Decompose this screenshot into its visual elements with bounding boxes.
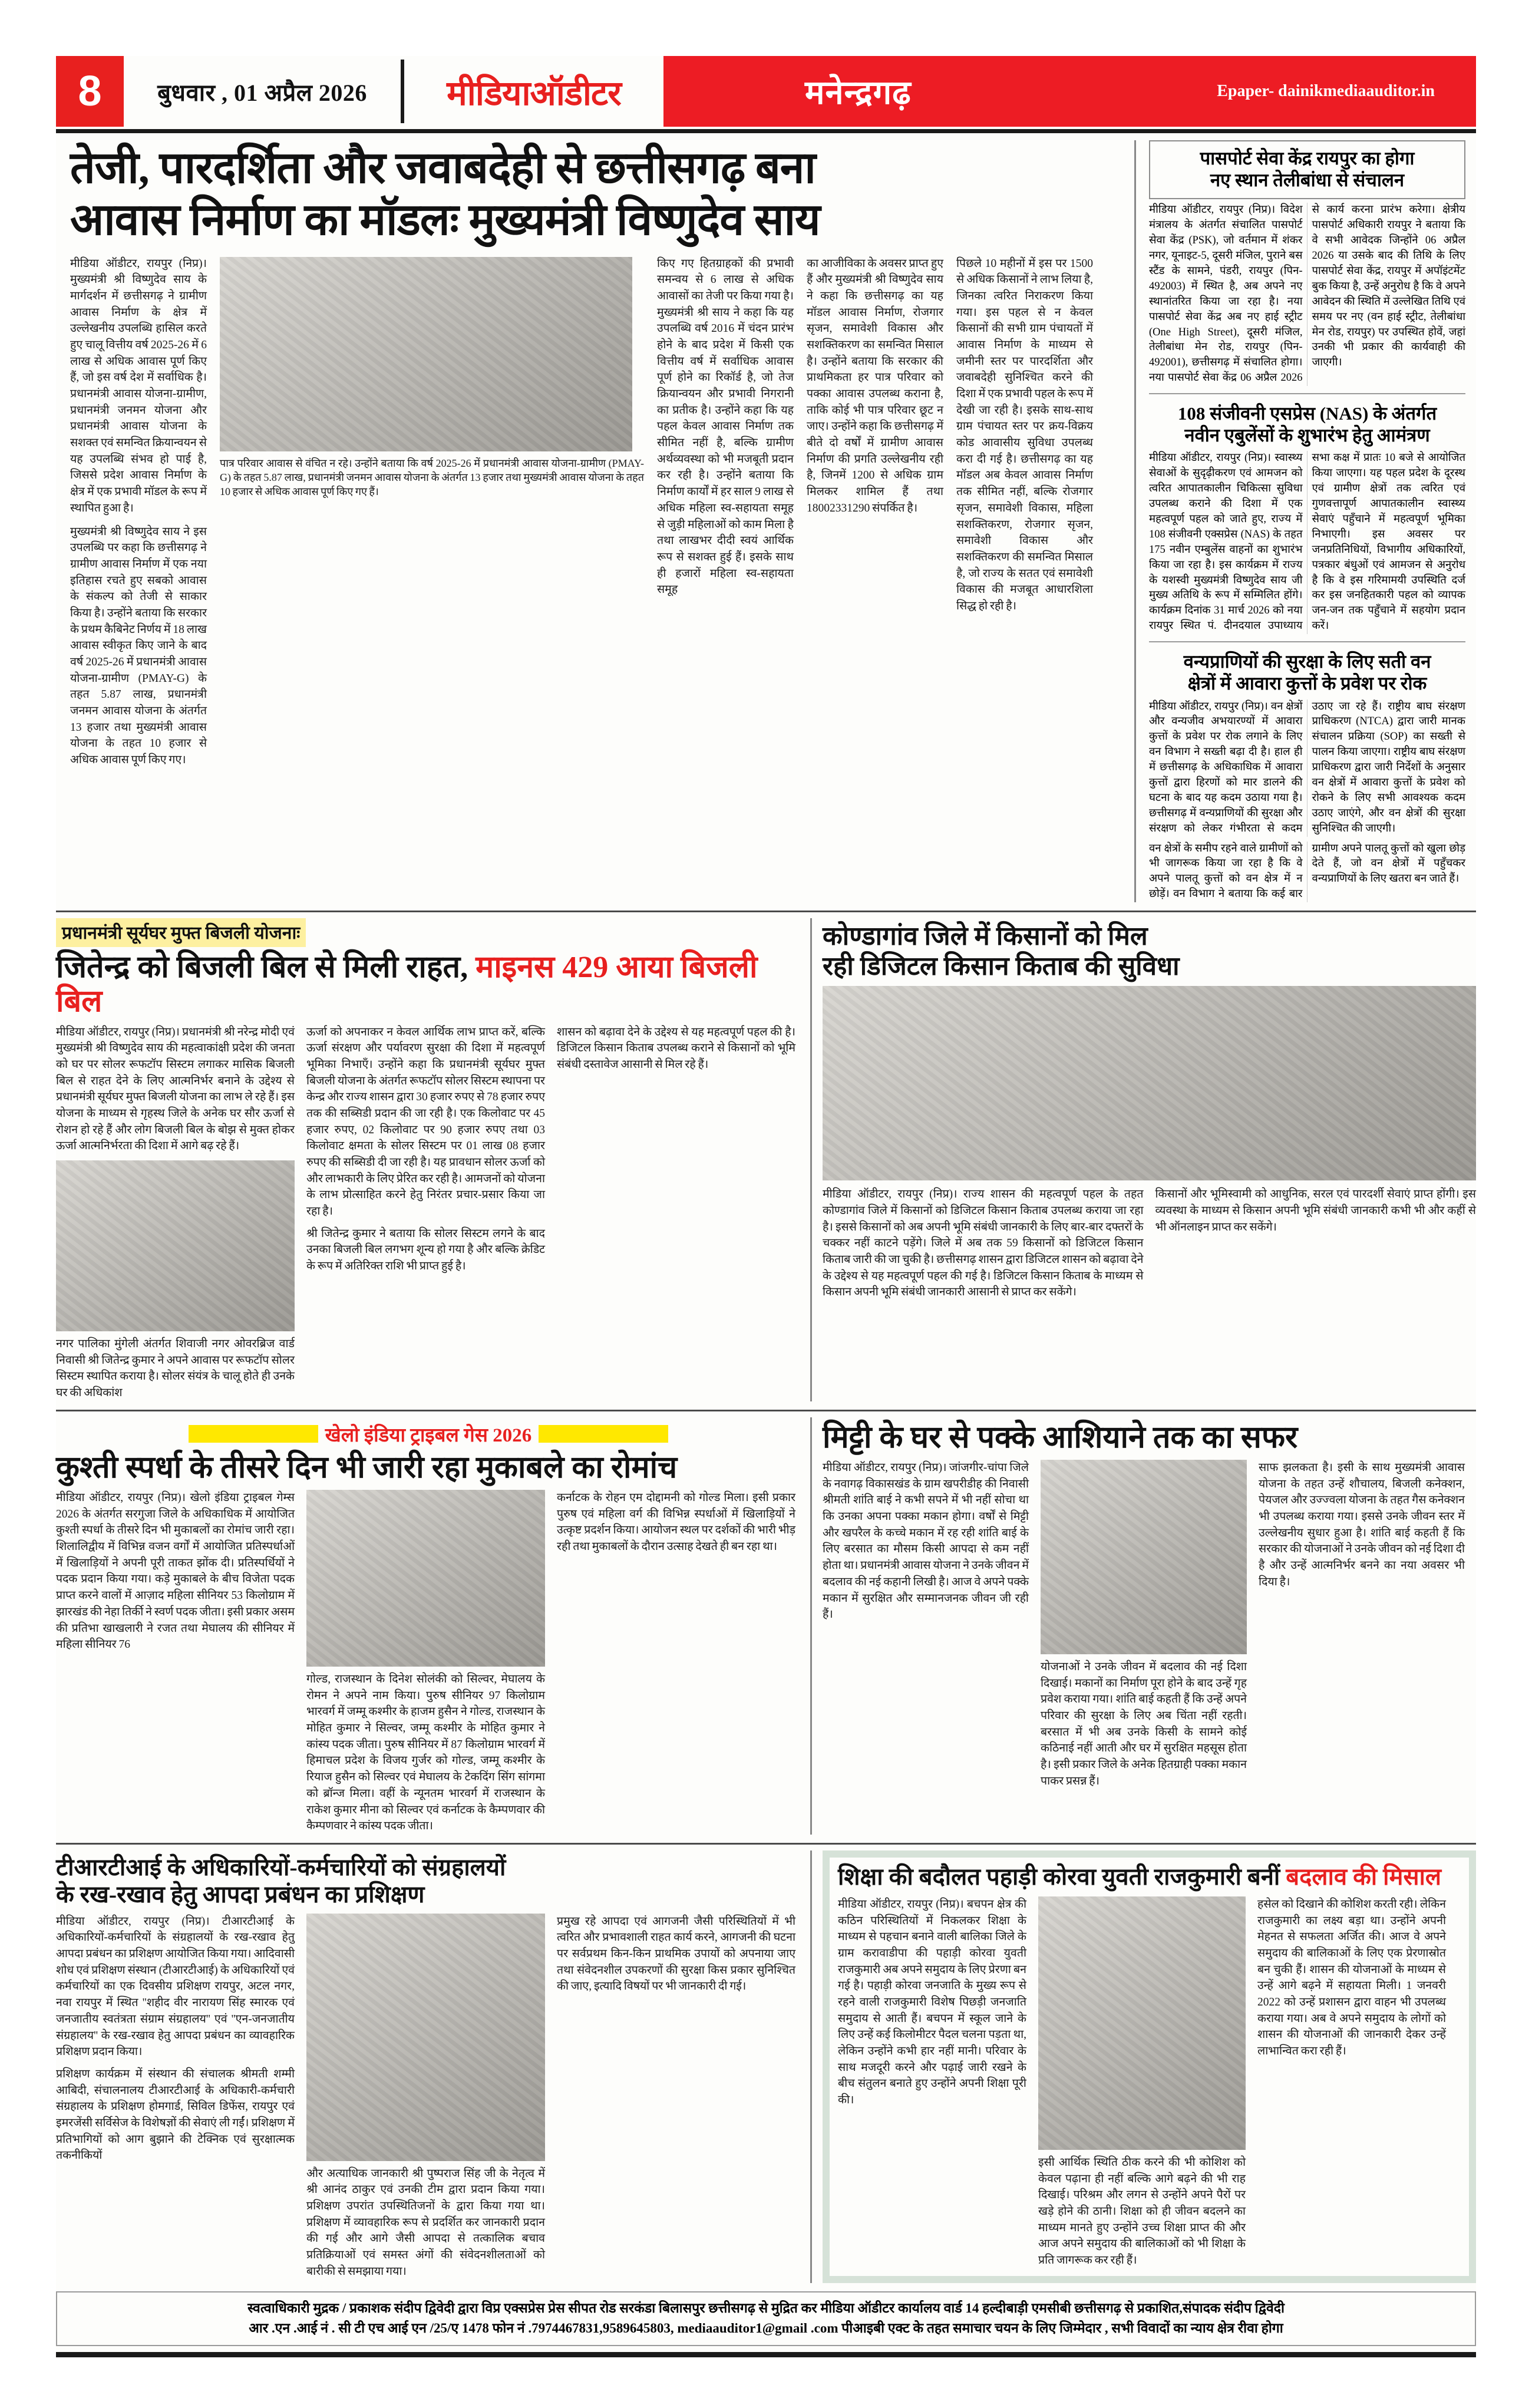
solar-col2b-text: श्री जितेन्द्र कुमार ने बताया कि सोलर सिस्टम लगने के बाद उनका बिजली बिल लगभग शून्य हो गया है और बल्कि क्रेडिट के रूप में अतिरिक्त राशि भी प्राप्त हुई है। bbox=[306, 1227, 545, 1273]
mitti-photo bbox=[1041, 1460, 1247, 1654]
lead-column-4 bbox=[807, 256, 943, 768]
solar-col1b-text: नगर पालिका मुंगेली अंतर्गत शिवाजी नगर ओवरब्रिज वार्ड निवासी श्री जितेन्द्र कुमार ने अपने आवास पर रूफटॉप सोलर सिस्टम स्थापित कराया है। सोलर संयंत्र के चालू होते ही उनके घर की अधिकांश bbox=[56, 1338, 295, 1400]
rail-ambulance-title bbox=[1149, 403, 1465, 446]
korwa-photo bbox=[1038, 1896, 1246, 2150]
solar-columns bbox=[56, 1024, 801, 1401]
wrestling-columns bbox=[56, 1490, 801, 1835]
rail-wildlife-body: मीडिया ऑडीटर, रायपुर (निप्र)। वन क्षेत्रों और वन्यजीव अभयारण्यों में आवारा कुत्तों के प्रवेश पर रोक लगाने के लिए वन विभाग ने सख्ती बढ़ा दी है। हाल ही में छत्तीसगढ़ के अधिकाधिक में आवारा कुत्तों द्वारा हिरणों को मार डालने की घटना के बाद यह कदम उठाया गया है। छत्तीसगढ़ में वन्यप्राणियों की सुरक्षा और संरक्षण को लेकर गंभीरता से कदम उठाए जा रहे हैं। राष्ट्रीय बाघ संरक्षण प्राधिकरण (NTCA) द्वारा जारी मानक संचालन प्रक्रिया (SOP) का सख्ती से पालन किया जाएगा। राष्ट्रीय बाघ संरक्षण प्राधिकरण द्वारा जारी निर्देशों के अनुसार वन क्षेत्रों में आवारा कुत्तों के प्रवेश को रोकने के लिए सभी आवश्यक कदम उठाए जाएंगे, और वन क्षेत्रों की सुरक्षा सुनिश्चित की जाएगी। bbox=[1149, 700, 1465, 834]
right-rail bbox=[1134, 140, 1476, 902]
solar-headline bbox=[56, 951, 801, 1019]
kondagaon-headline-line2: रही डिजिटल किसान किताब की सुविधा bbox=[823, 951, 1180, 981]
lead-photo bbox=[220, 257, 632, 451]
lead-columns bbox=[70, 256, 1122, 768]
brand-logo: मीडियाऑडीटर bbox=[447, 74, 621, 113]
korwa-columns bbox=[838, 1896, 1461, 2269]
rail-passport-title-line2: नए स्थान तेलीबांधा से संचालन bbox=[1210, 170, 1405, 191]
trti-story bbox=[56, 1850, 810, 2283]
lead-story bbox=[56, 140, 1134, 902]
wrestling-col3-text: कर्नाटक के रोहन एम दोद्दामनी को गोल्ड मिला। इसी प्रकार पुरुष एवं महिला वर्ग की विभिन्न स्पर्धाओं में खिलाड़ियों ने उत्कृष्ट प्रदर्शन किया। आयोजन स्थल पर दर्शकों की भारी भीड़ रही तथा मुकाबलों के दौरान उत्साह देखते ही बन रहा था। bbox=[557, 1492, 795, 1553]
footer-line-1: स्वत्वाधिकारी मुद्रक / प्रकाशक संदीप द्विवेदी द्वारा विप्र एक्सप्रेस प्रेस सीपत रोड सरकंडा बिलासपुर छत्तीसगढ़ से मुद्रित कर मीडिया ऑडीटर कार्यालय वार्ड 14 हल्दीबाड़ी एमसीबी छत्तीसगढ़ से प्रकाशित,संपादक संदीप द्विवेदी bbox=[247, 2300, 1285, 2315]
solar-kicker: प्रधानमंत्री सूर्यघर मुफ्त बिजली योजनाः bbox=[56, 918, 306, 947]
kondagaon-columns bbox=[823, 1186, 1476, 1301]
trti-col3-text: प्रमुख रहे आपदा एवं आगजनी जैसी परिस्थितियों में भी त्वरित और प्रभावशाली राहत कार्य करने, आगजनी की घटना पर सर्वप्रथम किन-किन प्राथमिक उपायों को अपनाया जाए तथा संवेदनशील उपकरणों की सुरक्षा किस प्रकार सुनिश्चित की जाए, इत्यादि विषयों पर भी जानकारी दी गई। bbox=[557, 1915, 795, 1993]
rail-passport-body: मीडिया ऑडीटर, रायपुर (निप्र)। विदेश मंत्रालय के अंतर्गत संचालित पासपोर्ट सेवा केंद्र (PSK), जो वर्तमान में शंकर नगर, यूनाइट-5, दूसरी मंजिल, पुराने बस स्टैंड के सामने, पंडरी, रायपुर (पिन- 492003) में स्थित है, अब अपने नए स्थानांतरित किया जा रहा है। नया पासपोर्ट सेवा केंद्र अब नए हाई स्ट्रीट (One High Street), दूसरी मंजिल, तेलीबांधा मेन रोड, रायपुर (पिन- 492001), छत्तीसगढ़ में संचालित होगा। नया पासपोर्ट सेवा केंद्र 06 अप्रैल 2026 से कार्य करना प्रारंभ करेगा। क्षेत्रीय पासपोर्ट अधिकारी रायपुर ने बताया कि वे सभी आवेदक जिन्होंने 06 अप्रैल 2026 या उसके बाद की तिथि के लिए पासपोर्ट सेवा केंद्र, रायपुर में अपॉइंटमेंट बुक किया है, उन्हें अनुरोध है कि वे अपने आवेदन की स्थिति में उल्लेखित तिथि एवं समय पर नए (वन हाई स्ट्रीट, तेलीबांधा मेन रोड, रायपुर) पर उपस्थित होवें, जहां उनकी भी प्रकार की कार्यवाही की जाएगी। bbox=[1149, 204, 1465, 384]
mitti-headline: मिट्टी के घर से पक्के आशियाने तक का सफर bbox=[823, 1420, 1298, 1454]
page-sheet bbox=[56, 56, 1476, 2354]
kondagaon-headline-line1: कोण्डागांव जिले में किसानों को मिल bbox=[823, 922, 1148, 951]
lead-col5-text: पिछले 10 महीनों में इस पर 1500 से अधिक किसानों ने लाभ लिया है, जिनका त्वरित निराकरण किया गया। इस पहल से न केवल किसानों की सभी ग्राम पंचायतों में आवास निर्माण के माध्यम से जमीनी स्तर पर पारदर्शिता और जवाबदेही सुनिश्चित करने की दिशा में एक प्रभावी पहल के रूप में देखी जा रही है। इसके साथ-साथ ग्राम पंचायत स्तर पर क्रय-विक्रय कोड आवासीय सुविधा उपलब्ध करा दी गई है। छत्तीसगढ़ का यह मॉडल अब केवल आवास निर्माण तक सीमित नहीं, बल्कि रोजगार सृजन, समावेशी विकास, महिला सशक्तिकरण, रोजगार सृजन, समावेशी विकास और सशक्तिकरण की समन्वित मिसाल है, जो राज्य के सतत एवं समावेशी विकास की मजबूत आधारशिला सिद्ध हो रही है। bbox=[956, 257, 1093, 612]
lead-headline bbox=[70, 140, 1122, 252]
trti-col2-text: और अत्याधिक जानकारी श्री पुष्पराज सिंह जी के नेतृत्व में श्री आनंद ठाकुर एवं उनकी टीम द्वारा प्रदान किया गया। प्रशिक्षण उपरांत उपस्थितिजनों के द्वारा किया गया था। प्रशिक्षण में व्यावहारिक रूप से प्रदर्शित कर जानकारी प्रदान की गई और आगे जैसी आपदा से तत्कालिक बचाव प्रतिक्रियाओं एवं समस्त अंगों की संवेदनशीलताओं को बारीकी से समझाया गया। bbox=[306, 2167, 545, 2278]
solar-column-2 bbox=[306, 1024, 545, 1401]
lead-photo-caption: पात्र परिवार आवास से वंचित न रहे। उन्होंने बताया कि वर्ष 2025-26 में प्रधानमंत्री आवास योजना-ग्रामीण (PMAY-G) के तहत 5.87 लाख, प्रधानमंत्री जनमन आवास योजना के अंतर्गत 13 हजार तथा मुख्यमंत्री आवास योजना के तहत 10 हजार से अधिक आवास पूर्ण किए गए हैं। bbox=[220, 457, 644, 498]
rail-divider-1 bbox=[1149, 393, 1465, 394]
footer-line-2: आर .एन .आई नं . सी टी एच आई एन /25/ए 1478 फोन नं .7974467831,9589645803, mediaauditor1@gmail .com पीआइबी एक्ट के तहत समाचार चयन के लिए जिम्मेदार , सभी विवादों का न्याय क्षेत्र रीवा होगा bbox=[249, 2321, 1283, 2336]
section-rule-2 bbox=[56, 1410, 1476, 1411]
mitti-col1-text: मीडिया ऑडीटर, रायपुर (निप्र)। जांजगीर-चांपा जिले के नवागढ़ विकासखंड के ग्राम खपरीडीह की निवासी श्रीमती शांति बाई ने कभी सपने में भी नहीं सोचा था कि उनका अपना पक्का मकान होगा। वर्षों से मिट्टी और खपरैल के कच्चे मकान में रह रही शांति बाई के लिए बरसात का मौसम किसी आपदा से कम नहीं होता था। प्रधानमंत्री आवास योजना ने उनके जीवन में बदलाव की नई कहानी लिखी है। आज वे अपने पक्के मकान में सुरक्षित और सम्मानजनक जीवन जी रही हैं। bbox=[823, 1462, 1029, 1621]
rail-wildlife-title-line2: क्षेत्रों में आवारा कुत्तों के प्रवेश पर रोक bbox=[1187, 673, 1427, 694]
korwa-column-2 bbox=[1038, 1896, 1246, 2269]
wrestling-column-1 bbox=[56, 1490, 295, 1835]
solar-col1-text: मीडिया ऑडीटर, रायपुर (निप्र)। प्रधानमंत्री श्री नरेन्द्र मोदी एवं मुख्यमंत्री श्री विष्णुदेव साय की महत्वाकांक्षी प्रदेश की जनता को घर पर सोलर रूफटॉप सिस्टम लगाकर मासिक बिजली बिल से राहत देने के लिए आत्मनिर्भर बनाने के उद्देश्य से प्रधानमंत्री सूर्यघर मुफ्त बिजली योजना का लाभ ले रहे हैं। इस योजना के माध्यम से गृहस्थ जिले के अनेक घर सौर ऊर्जा से रोशन हो रहे हैं और लोग बिजली बिल के बोझ से मुक्त होकर ऊर्जा आत्मनिर्भरता की दिशा में आगे बढ़ रहे हैं। bbox=[56, 1025, 295, 1153]
lead-column-photo bbox=[220, 256, 644, 768]
rail-divider-2 bbox=[1149, 641, 1465, 642]
solar-headline-red: माइनस 429 आया बिजली बिल bbox=[56, 951, 758, 1019]
mitti-column-1 bbox=[823, 1460, 1029, 1790]
wrestling-column-2 bbox=[306, 1490, 545, 1835]
wrestling-headline: कुश्ती स्पर्धा के तीसरे दिन भी जारी रहा मुकाबले का रोमांच bbox=[56, 1450, 678, 1485]
kondagaon-col2-text: किसानों और भूमिस्वामी को आधुनिक, सरल एवं पारदर्शी सेवाएं प्राप्त होंगी। इस व्यवस्था के माध्यम से किसान अपनी भूमि संबंधी जानकारी कभी भी और कहीं से भी ऑनलाइन प्राप्त कर सकेंगे। bbox=[1155, 1188, 1476, 1233]
rail-passport-title-line1: पासपोर्ट सेवा केंद्र रायपुर का होगा bbox=[1200, 148, 1415, 169]
kondagaon-story bbox=[810, 918, 1476, 1401]
wrestling-photo bbox=[306, 1490, 545, 1667]
wrestling-column-3 bbox=[557, 1490, 795, 1835]
korwa-column-1 bbox=[838, 1896, 1026, 2269]
lead-column-5 bbox=[956, 256, 1093, 768]
korwa-headline-black: शिक्षा की बदौलत पहाड़ी कोरवा युवती राजकुमारी बनीं bbox=[838, 1863, 1280, 1890]
kondagaon-photo bbox=[823, 986, 1476, 1180]
solar-column-3 bbox=[557, 1024, 795, 1401]
masthead bbox=[56, 56, 1476, 127]
rail-story-passport bbox=[1149, 140, 1465, 199]
solar-photo bbox=[56, 1160, 295, 1331]
wrestling-story bbox=[56, 1417, 810, 1835]
edition-city: मनेन्द्रगढ़ bbox=[805, 75, 912, 111]
wrestling-col2-text: गोल्ड, राजस्थान के दिनेश सोलंकी को सिल्वर, मेघालय के रोमन ने अपने नाम किया। पुरुष सीनियर 97 किलोग्राम भारवर्ग में जम्मू कश्मीर के हाजम हुसैन ने गोल्ड, राजस्थान के मोहित कुमार ने सिल्वर, जम्मू कश्मीर के मोहित कुमार ने कांस्य पदक जीता। पुरुष सीनियर में 87 किलोग्राम भारवर्ग में हिमाचल प्रदेश के विजय गुर्जर को गोल्ड, जम्मू कश्मीर के रियाज हुसैन को सिल्वर एवं मेघालय के टेकदिंग सिंग सांगमा को ब्रॉन्ज मिला। वहीं के न्यूनतम भारवर्ग में राजस्थान के राकेश कुमार मीना को सिल्वर एवं कर्नाटक के कैम्पणवार की कैम्पणवार ने कांस्य पदक जीता। bbox=[306, 1673, 545, 1833]
lead-column-1 bbox=[70, 256, 207, 768]
korwa-story bbox=[810, 1850, 1476, 2283]
trti-col1-text: मीडिया ऑडीटर, रायपुर (निप्र)। टीआरटीआई के अधिकारियों-कर्मचारियों के संग्रहालयों के रख-रखाव हेतु आपदा प्रबंधन का प्रशिक्षण आयोजित किया गया। आदिवासी शोध एवं प्रशिक्षण संस्थान (टीआरटीआई) के अधिकारियों एवं कर्मचारियों का एक दिवसीय प्रशिक्षण रायपुर, अटल नगर, नवा रायपुर में स्थित ''शहीद वीर नारायण सिंह स्मारक एवं जनजातीय स्वतंत्रता संग्राम संग्रहालय'' एवं ''एन-जनजातीय संग्रहालय'' के रख-रखाव हेतु आपदा प्रबंधन का व्यावहारिक प्रशिक्षण प्रदान किया। bbox=[56, 1915, 295, 2059]
rail-wildlife-title-line1: वन्यप्राणियों की सुरक्षा के लिए सती वन bbox=[1183, 651, 1431, 672]
solar-col2-text: ऊर्जा को अपनाकर न केवल आर्थिक लाभ प्राप्त करें, बल्कि ऊर्जा संरक्षण और पर्यावरण सुरक्षा की दिशा में महत्वपूर्ण भूमिका निभाएँ। उन्होंने कहा कि प्रधानमंत्री सूर्यघर मुफ्त बिजली योजना के अंतर्गत रूफटॉप सोलर सिस्टम स्थापना पर केन्द्र और राज्य शासन द्वारा 30 हजार रुपए से 78 हजार रुपए तक की सब्सिडी प्रदान की जा रही है। एक किलोवाट पर 45 हजार रुपए, 02 किलोवाट पर 90 हजार रुपए तथा 03 किलोवाट क्षमता के सोलर सिस्टम पर 01 लाख 08 हजार रुपए की सब्सिडी दी जा रही है। यह प्रावधान सोलर ऊर्जा को और लाभकारी के लिए प्रेरित कर रही है। आमजनों को योजना के लाभ प्रोत्साहित करने हेतु निरंतर प्रचार-प्रसार किया जा रहा है। bbox=[306, 1025, 545, 1218]
page-footer bbox=[56, 2291, 1476, 2346]
trti-headline-line1: टीआरटीआई के अधिकारियों-कर्मचारियों को संग्रहालयों bbox=[56, 1853, 506, 1881]
lead-col3-text: किए गए हितग्राहकों की प्रभावी समन्वय से 6 लाख से अधिक आवासों का तेजी पर किया गया है। मुख्यमंत्री श्री साय ने कहा कि यह उपलब्धि वर्ष 2016 में चंदन प्रारंभ होने के बाद प्रदेश में किसी एक वित्तीय वर्ष में सर्वाधिक आवास पूर्ण होने का रिकॉर्ड है, जो तेज क्रियान्वयन और प्रभावी निगरानी का प्रतीक है। उन्होंने कहा कि यह पहल केवल आवास निर्माण तक सीमित नहीं है, बल्कि ग्रामीण अर्थव्यवस्था को भी मजबूती प्रदान कर रही है। उन्होंने बताया कि निर्माण कार्यों में हर साल 9 लाख से अधिक महिला स्व-सहायता समूह से जुड़ी महिलाओं को काम मिला है तथा लाखभर दीदी स्वयं आर्थिक रूप से सशक्त हुई हैं। इसके साथ ही हजारों महिला स्व-सहायता समूह bbox=[657, 257, 794, 596]
kicker-bar-right bbox=[539, 1425, 668, 1443]
kondagaon-col1-text: मीडिया ऑडीटर, रायपुर (निप्र)। राज्य शासन की महत्वपूर्ण पहल के तहत कोण्डागांव जिले में किसानों को डिजिटल किसान किताब उपलब्ध कराया जा रहा है। इससे किसानों को अब अपनी भूमि संबंधी जानकारी के लिए बार-बार दफ्तरों के चक्कर नहीं काटने पड़ेंगे। जिले में अब तक 59 किसानों को डिजिटल किसान किताब जारी की जा चुकी है। छत्तीसगढ़ शासन द्वारा डिजिटल शासन को बढ़ावा देने के उद्देश्य से यह महत्वपूर्ण पहल की गई है। डिजिटल किसान किताब के माध्यम से किसान अपनी भूमि संबंधी जानकारी आसानी से प्राप्त कर सकेंगे। bbox=[823, 1188, 1144, 1299]
rail-ambulance-title-line1: 108 संजीवनी एसप्रेस (NAS) के अंतर्गत bbox=[1177, 403, 1437, 424]
korwa-col1-text: मीडिया ऑडीटर, रायपुर (निप्र)। बचपन क्षेत्र की कठिन परिस्थितियों में निकलकर शिक्षा के माध्यम से पहचान बनाने वाली बालिका जिले के ग्राम करावाडीपा की पहाड़ी कोरवा युवती राजकुमारी अब अपने समुदाय के लिए प्रेरणा बन गई है। पहाड़ी कोरवा जनजाति के मुख्य रूप से रहने वाली राजकुमारी विशेष पिछड़ी जनजाति समुदाय से आती हैं। बचपन में स्कूल जाने के लिए उन्हें कई किलोमीटर पैदल चलना पड़ता था, लेकिन उन्होंने कभी हार नहीं मानी। परिवार के साथ मजदूरी करने और पढ़ाई जारी रखने के बीच संतुलन बनाते हुए उन्होंने अपनी शिक्षा पूरी की। bbox=[838, 1898, 1026, 2107]
masthead-rule bbox=[56, 129, 1476, 133]
trti-col1b-text: प्रशिक्षण कार्यक्रम में संस्थान की संचालक श्रीमती शम्मी आबिदी, संचालनालय टीआरटीआई के अधिकारी-कर्मचारी संग्रहालय के प्रशिक्षण होमगार्ड, सिविल डिफेंस, रायपुर एवं इमरजेंसी सर्विसेज के विशेषज्ञों की सेवाएं ली गईं। प्रशिक्षण में प्रतिभागियों को आग बुझाने की टेक्निक एवं सुरक्षात्मक तकनीकियों bbox=[56, 2067, 295, 2162]
trti-photo bbox=[306, 1914, 545, 2161]
solar-kicker-wrap bbox=[56, 918, 801, 947]
lead-col1-text: मीडिया ऑडीटर, रायपुर (निप्र)। मुख्यमंत्री श्री विष्णुदेव साय के मार्गदर्शन में छत्तीसगढ़ ने ग्रामीण आवास निर्माण के क्षेत्र में उल्लेखनीय उपलब्धि हासिल करते हुए चालू वित्तीय वर्ष 2025-26 में 6 लाख से अधिक आवास पूर्ण किए हैं, जो इस वर्ष देश में सर्वाधिक है। प्रधानमंत्री आवास योजना-ग्रामीण, प्रधानमंत्री जनमन योजना और प्रधानमंत्री आवास योजना के सशक्त एवं समन्वित क्रियान्वयन से यह उपलब्धि संभव हो पाई है, जिससे प्रदेश आवास निर्माण के क्षेत्र में एक प्रभावी मॉडल के रूप में स्थापित हुआ है। bbox=[70, 257, 207, 514]
page-number: 8 bbox=[56, 56, 124, 127]
solar-col3-text: शासन को बढ़ावा देने के उद्देश्य से यह महत्वपूर्ण पहल की है। डिजिटल किसान किताब उपलब्ध कराने से किसानों को भूमि संबंधी दस्तावेज आसानी से मिल रहे हैं। bbox=[557, 1025, 795, 1071]
wrestling-kicker-wrap bbox=[56, 1421, 801, 1447]
korwa-column-3 bbox=[1257, 1896, 1446, 2269]
korwa-headline bbox=[838, 1863, 1461, 1891]
section-rule-3 bbox=[56, 1843, 1476, 1845]
publication-date: बुधवार , 01 अप्रैल 2026 bbox=[157, 79, 367, 106]
trti-headline-line2: के रख-रखाव हेतु आपदा प्रबंधन का प्रशिक्षण bbox=[56, 1881, 425, 1908]
band-trti-korwa bbox=[56, 1850, 1476, 2283]
wrestling-kicker: खेलो इंडिया ट्राइबल गेस 2026 bbox=[325, 1424, 532, 1446]
kondagaon-headline bbox=[823, 922, 1476, 981]
section-rule-1 bbox=[56, 911, 1476, 912]
korwa-headline-red: बदलाव की मिसाल bbox=[1286, 1863, 1441, 1890]
trti-columns bbox=[56, 1914, 801, 2280]
lead-column-3 bbox=[657, 256, 794, 768]
epaper-url[interactable]: Epaper- dainikmediaauditor.in bbox=[1217, 82, 1435, 100]
korwa-col2-text: इसी आर्थिक स्थिति ठीक करने की भी कोशिश को केवल पढ़ाना ही नहीं बल्कि आगे बढ़ने की भी राह दिखाई। परिश्रम और लगन से उन्होंने अपने पैरों पर खड़े होने की ठानी। शिक्षा को ही जीवन बदलने का माध्यम मानते हुए उन्होंने उच्च शिक्षा प्राप्त की और आज अपने समुदाय की बालिकाओं को भी शिक्षा के प्रति जागरूक कर रही हैं। bbox=[1038, 2156, 1246, 2267]
mitti-story bbox=[810, 1417, 1476, 1835]
mitti-col2-text: योजनाओं ने उनके जीवन में बदलाव की नई दिशा दिखाई। मकानों का निर्माण पूरा होने के बाद उन्हें गृह प्रवेश कराया गया। शांति बाई कहती हैं कि उन्हें अपने परिवार की सुरक्षा के लिए अब चिंता नहीं रहती। बरसात में भी अब उनके किसी के सामने कोई कठिनाई नहीं आती और घर में सुरक्षित महसूस होता है। इसी प्रकार जिले के अनेक हितग्राही पक्का मकान पाकर प्रसन्न हैं। bbox=[1041, 1661, 1247, 1787]
solar-story bbox=[56, 918, 810, 1401]
kondagaon-column-1 bbox=[823, 1186, 1144, 1301]
band-wrestling-mitti bbox=[56, 1417, 1476, 1835]
solar-headline-black: जितेन्द्र को बिजली बिल से मिली राहत, bbox=[56, 951, 468, 985]
mitti-col3-text: साफ झलकता है। इसी के साथ मुख्यमंत्री आवास योजना के तहत उन्हें शौचालय, बिजली कनेक्शन, पेयजल और उज्ज्वला योजना के तहत गैस कनेक्शन भी उपलब्ध कराया गया। इससे उनके जीवन स्तर में उल्लेखनीय सुधार हुआ है। शांति बाई कहती हैं कि सरकार की योजनाओं ने उनके जीवन को नई दिशा दी है और उन्हें आत्मनिर्भर बनने का नया अवसर भी दिया है। bbox=[1259, 1462, 1465, 1588]
mitti-column-2 bbox=[1041, 1460, 1247, 1790]
rail-ambulance-body: मीडिया ऑडीटर, रायपुर (निप्र)। स्वास्थ्य सेवाओं के सुदृढ़ीकरण एवं आमजन को त्वरित आपातकालीन चिकित्सा सुविधा उपलब्ध कराने की दिशा में एक महत्वपूर्ण पहल को जाते हुए, राज्य में 108 संजीवनी एक्सप्रेस (NAS) के तहत 175 नवीन एम्बुलेंस वाहनों का शुभारंभ किया जा रहा है। इस कार्यक्रम में राज्य के यशस्वी मुख्यमंत्री विष्णुदेव साय जी मुख्य अतिथि के रूप में सम्मिलित होंगे। कार्यक्रम दिनांक 31 मार्च 2026 को नया रायपुर स्थित पं. दीनदयाल उपाध्याय सभा कक्ष में प्रातः 10 बजे से आयोजित किया जाएगा। यह पहल प्रदेश के दूरस्थ एवं ग्रामीण क्षेत्रों तक त्वरित एवं गुणवत्तापूर्ण आपातकालीन स्वास्थ्य सेवाएं पहुँचाने में महत्वपूर्ण भूमिका निभाएगी। इस अवसर पर जनप्रतिनिधियों, विभागीय अधिकारियों, पत्रकार बंधुओं एवं आमजन से अनुरोध है कि वे इस गरिमामयी उपस्थिति दर्ज कर इस जनहितकारी पहल को व्यापक जन-जन तक पहुँचाने में सहयोग प्रदान करें। bbox=[1149, 452, 1465, 632]
lead-col2-text: मुख्यमंत्री श्री विष्णुदेव साय ने इस उपलब्धि पर कहा कि छत्तीसगढ़ ने ग्रामीण आवास निर्माण में एक नया इतिहास रचते हुए सबको आवास के संकल्प को तेजी से साकार किया है। उन्होंने बताया कि सरकार के प्रथम कैबिनेट निर्णय में 18 लाख आवास स्वीकृत किए जाने के बाद वर्ष 2025-26 में प्रधानमंत्री आवास योजना-ग्रामीण (PMAY-G) के तहत 5.87 लाख, प्रधानमंत्री जनमन आवास योजना के अंतर्गत 13 हजार तथा मुख्यमंत्री आवास योजना के तहत 10 हजार से अधिक आवास पूर्ण किए गए। bbox=[70, 525, 207, 767]
mitti-column-3 bbox=[1259, 1460, 1465, 1790]
rail-passport-title bbox=[1157, 147, 1457, 191]
solar-column-1 bbox=[56, 1024, 295, 1401]
lead-col4-text: का आजीविका के अवसर प्राप्त हुए हैं और मुख्यमंत्री श्री विष्णुदेव साय ने कहा कि छत्तीसगढ़ का यह मॉडल आवास निर्माण, रोजगार सृजन, समावेशी विकास और सशक्तिकरण का समन्वित मिसाल है। उन्होंने बताया कि सरकार की प्राथमिकता हर पात्र परिवार को पक्का आवास उपलब्ध कराना है, ताकि कोई भी पात्र परिवार छूट न जाए। उन्होंने कहा कि छत्तीसगढ़ में बीते दो वर्षों में ग्रामीण आवास निर्माण की प्रगति उल्लेखनीय रही है, जिनमें 1200 से अधिक ग्राम मिलकर शामिल हैं तथा 18002331290 संपर्कित है। bbox=[807, 257, 943, 514]
trti-headline bbox=[56, 1854, 801, 1909]
trti-column-2 bbox=[306, 1914, 545, 2280]
trti-column-1 bbox=[56, 1914, 295, 2280]
lead-headline-line2: आवास निर्माण का मॉडलः मुख्यमंत्री विष्णुदेव साय bbox=[70, 195, 820, 245]
rail-water-body: वन क्षेत्रों के समीप रहने वाले ग्रामीणों को भी जागरूक किया जा रहा है कि वे अपने पालतू कुत्तों को वन क्षेत्र में न छोड़ें। वन विभाग ने बताया कि कई बार ग्रामीण अपने पालतू कुत्तों को खुला छोड़ देते हैं, जो वन क्षेत्रों में पहुँचकर वन्यप्राणियों के लिए खतरा बन जाते हैं। bbox=[1149, 842, 1465, 900]
footer-rule bbox=[56, 2352, 1476, 2357]
mitti-columns bbox=[823, 1460, 1476, 1790]
rail-wildlife-title bbox=[1149, 651, 1465, 694]
korwa-frame bbox=[823, 1850, 1476, 2283]
rail-ambulance-title-line2: नवीन एबुलेंसों के शुभारंभ हेतु आमंत्रण bbox=[1184, 425, 1430, 446]
lead-story-section bbox=[56, 140, 1476, 902]
kicker-bar-left bbox=[189, 1425, 318, 1443]
trti-column-3 bbox=[557, 1914, 795, 2280]
lead-headline-line1: तेजी, पारदर्शिता और जवाबदेही से छत्तीसगढ़ बना bbox=[70, 144, 815, 193]
city-bar bbox=[663, 56, 1476, 127]
korwa-col3-text: हसेल को दिखाने की कोशिश करती रही। लेकिन राजकुमारी का लक्ष्य बड़ा था। उन्होंने अपनी मेहनत से सफलता अर्जित की। आज वे अपने समुदाय की बालिकाओं के लिए एक प्रेरणास्रोत बन चुकी हैं। शासन की योजनाओं के माध्यम से उन्हें आगे बढ़ने में सहायता मिली। 1 जनवरी 2022 को उन्हें प्रशासन द्वारा वाहन भी उपलब्ध कराया गया। अब वे अपने समुदाय के लोगों को शासन की योजनाओं की जानकारी देकर उन्हें लाभान्वित करा रही हैं। bbox=[1257, 1898, 1446, 2058]
band-solar-kondagaon bbox=[56, 918, 1476, 1401]
wrestling-col1-text: मीडिया ऑडीटर, रायपुर (निप्र)। खेलो इंडिया ट्राइबल गेम्स 2026 के अंतर्गत सरगुजा जिले के अधिकाधिक में आयोजित कुश्ती स्पर्धा के तीसरे दिन भी मुकाबलों का रोमांच जारी रहा। शिलालिद्वीय में विभिन्न वजन वर्गों में आयोजित प्रतिस्पर्धाओं में खिलाड़ियों ने अपनी पूरी ताकत झोंक दी। प्रतिस्पर्धियों ने पदक प्रदान किया गया। कड़े मुकाबले के बीच विजेता पदक प्राप्त करने वालों में आज़ाद महिला सीनियर 53 किलोग्राम में झारखंड की नेहा तिर्की ने स्वर्ण पदक जीता। इसी प्रकार असम की प्रतिभा खाखलारी ने रजत तथा मेघालय की सीनियर में महिला सीनियर 76 bbox=[56, 1492, 295, 1651]
kondagaon-column-2 bbox=[1155, 1186, 1477, 1301]
